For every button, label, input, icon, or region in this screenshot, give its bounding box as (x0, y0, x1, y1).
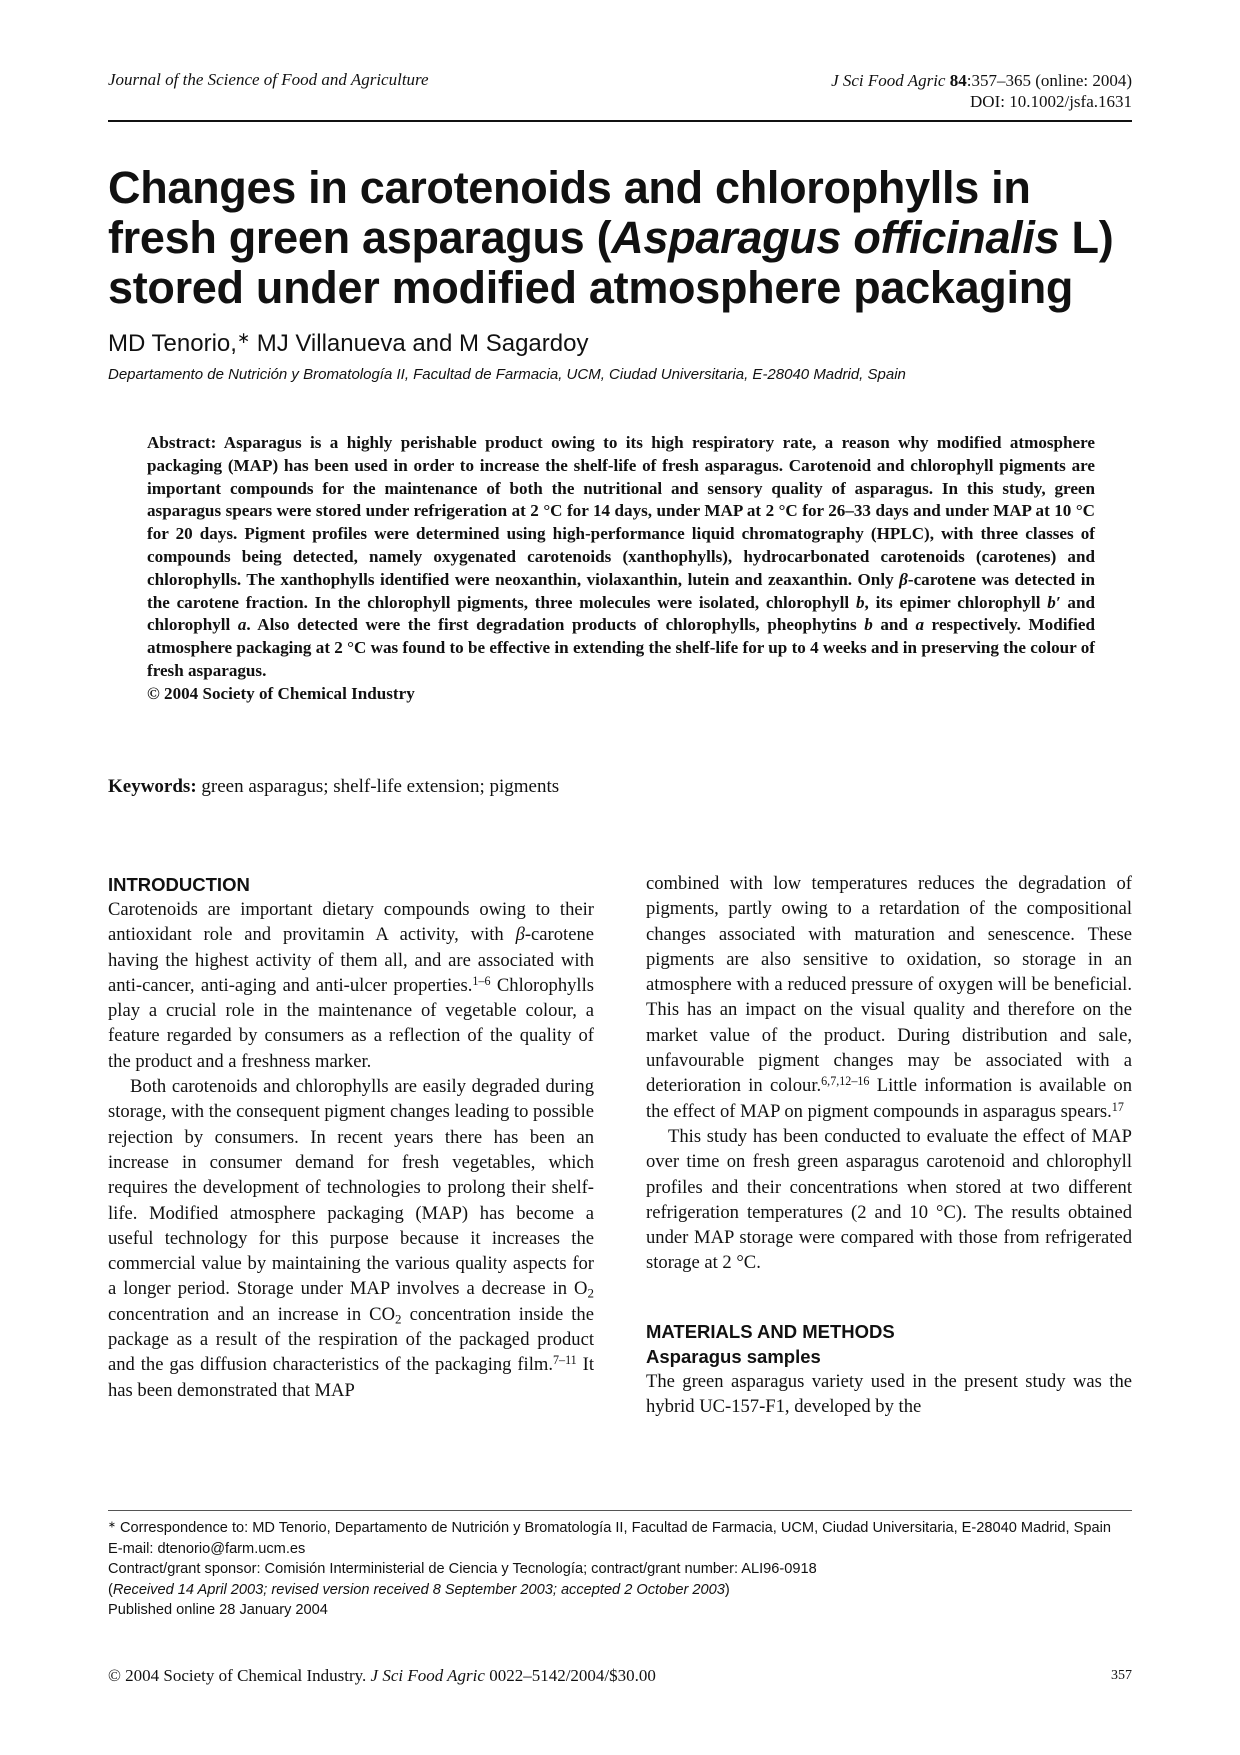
title-species: Asparagus officinalis (611, 212, 1060, 263)
text-run: concentration inside the package as a result of the respiration of the packaged product and the gas diffusion characteristics of the packaging film. (108, 1303, 594, 1376)
abstract-italic: b′ (1047, 592, 1061, 612)
abstract-part: Asparagus is a highly perishable product owing to its high respiratory rate, a reason why modified atmosphere packaging (MAP) has been used in order to increase the shelf-life of fresh asparagus. Carotenoid and chlorophyll pigments are important compounds for the maintenance of both the nutritional and sensory quality of asparagus. In this study, green asparagus spears were stored under refrigeration at 2 °C for 14 days, under MAP at 2 °C for 26–33 days and under MAP at 10 °C for 20 days. Pigment profiles were determined using high-performance liquid chromatography (HPLC), with three classes of compounds being detected, namely oxygenated carotenoids (xanthophylls), hydrocarbonated carotenoids (carotenes) and chlorophylls. The xanthophylls identified were neoxanthin, violaxanthin, lutein and zeaxanthin. Only (147, 433, 1095, 589)
intro-paragraph-3 (646, 871, 1132, 1124)
title-line-2 (108, 213, 1148, 263)
citation-ref[interactable]: 7–11 (553, 1353, 577, 1368)
footnote-published: Published online 28 January 2004 (108, 1602, 328, 1618)
title-line-1: Changes in carotenoids and chlorophylls in (108, 162, 1031, 213)
subscript: 2 (395, 1311, 402, 1326)
methods-paragraph-1: The green asparagus variety used in the present study was the hybrid UC-157-F1, developed by the (646, 1370, 1132, 1418)
footnote-sponsor: Contract/grant sponsor: Comisión Interministerial de Ciencia y Tecnología; contract/grant number: ALI96-0918 (108, 1561, 817, 1577)
text-run: It has been demonstrated that MAP (108, 1354, 595, 1401)
footer-copyright: © 2004 Society of Chemical Industry. (108, 1666, 371, 1685)
abstract-label: Abstract: (147, 433, 224, 452)
corresponding-mark: ∗ (108, 1519, 116, 1531)
abstract-italic: a (915, 615, 924, 635)
column-left (108, 872, 594, 1403)
title-line-2-pre: fresh green asparagus ( (108, 212, 612, 263)
abstract-italic: b (855, 592, 865, 612)
abstract-part: . Also detected were the first degradation products of chlorophylls, pheophytins (246, 615, 865, 635)
section-heading-methods: MATERIALS AND METHODS (646, 1320, 895, 1342)
text-run: Carotenoids are important dietary compounds owing to their antioxidant role and provitamin A activity, with (108, 899, 594, 946)
footer-journal: J Sci Food Agric (370, 1666, 485, 1685)
authors (108, 330, 588, 358)
citation-volume: 84 (949, 71, 967, 90)
doi[interactable]: DOI: 10.1002/jsfa.1631 (970, 92, 1132, 111)
text-run: Little information is available on the effect of MAP on pigment compounds in asparagus spears. (646, 1075, 1132, 1122)
subsection-heading-samples: Asparagus samples (646, 1345, 821, 1367)
keywords (108, 776, 559, 798)
title-line-2-post: L) (1059, 212, 1114, 263)
footnote-correspondence (108, 1518, 1132, 1539)
citation-ref[interactable]: 17 (1111, 1099, 1124, 1114)
intro-paragraph-4: This study has been conducted to evaluate the effect of MAP over time on fresh green asparagus carotenoid and chlorophyll profiles and their concentrations when stored at two different refrigeration temperatures (2 and 10 °C). The results obtained under MAP storage were compared with those from refrigerated storage at 2 °C. (646, 1125, 1132, 1274)
text-run: Both carotenoids and chlorophylls are easily degraded during storage, with the consequent pigment changes leading to possible rejection by consumers. In recent years there has been an increase in consumer demand for fresh vegetables, which requires the development of technologies to prolong their shelf-life. Modified atmosphere packaging (MAP) has become a useful technology for this purpose because it increases the commercial value by maintaining the various quality aspects for a longer period. Storage under MAP involves a decrease in O (108, 1076, 594, 1300)
abstract-beta: β (899, 569, 908, 589)
paren: ( (108, 1581, 113, 1598)
header-rule (108, 120, 1132, 122)
footnotes (108, 1518, 1132, 1621)
correspondence-text: Correspondence to: MD Tenorio, Departamento de Nutrición y Bromatología II, Facultad de Farmacia, UCM, Ciudad Universitaria, E-28040 Madrid, Spain (115, 1520, 1111, 1536)
footnote-rule (108, 1510, 1132, 1511)
abstract-part: and chlorophyll (147, 592, 1095, 635)
text-run: concentration and an increase in CO (108, 1303, 396, 1325)
footnote-email[interactable]: E-mail: dtenorio@farm.ucm.es (108, 1540, 306, 1557)
abstract-part: -carotene was detected in the carotene fraction. In the chlorophyll pigments, three molecules were isolated, chlorophyll (147, 569, 1096, 612)
keywords-text: green asparagus; shelf-life extension; pigments (196, 776, 560, 797)
running-header-citation (831, 70, 1132, 112)
abstract-italic: a (237, 615, 247, 635)
title-line-3: stored under modified atmosphere packaging (108, 262, 1074, 313)
text-run: combined with low temperatures reduces the degradation of pigments, partly owing to a retardation of the compositional changes associated with maturation and senescence. These pigments are also sensitive to oxidation, so storage in an atmosphere with a reduced pressure of oxygen will be beneficial. This has an impact on the visual quality and therefore on the market value of the product. During distribution and sale, unfavourable pigment changes may be associated with a deterioration in colour. (646, 873, 1132, 1097)
intro-paragraph-2 (108, 1074, 594, 1403)
page-footer (108, 1666, 656, 1686)
text-run: Chlorophylls play a crucial role in the maintenance of vegetable colour, a feature regarded by consumers as a reflection of the quality of the product and a freshness marker. (108, 974, 595, 1072)
section-gap (646, 1276, 1132, 1319)
article-title (108, 163, 1148, 313)
citation-ref[interactable]: 6,7,12–16 (821, 1074, 870, 1089)
author-first: MD Tenorio, (108, 330, 237, 357)
abstract-copyright: © 2004 Society of Chemical Industry (147, 683, 415, 703)
abstract-italic: b (864, 615, 873, 635)
beta-symbol: β (515, 924, 525, 946)
citation-journal: J Sci Food Agric (831, 71, 946, 90)
footnote-received (108, 1580, 1132, 1601)
intro-paragraph-1 (108, 897, 594, 1074)
page-number: 357 (1111, 1668, 1132, 1683)
subscript: 2 (587, 1285, 594, 1301)
abstract-part: respectively. Modified atmosphere packaging at 2 °C was found to be effective in extending the shelf-life for up to 4 weeks and in preserving the colour of fresh asparagus. (147, 615, 1095, 680)
text-run: -carotene having the highest activity of them all, and are associated with anti-cancer, anti-aging and anti-ulcer properties. (108, 924, 594, 996)
footer-issn: 0022–5142/2004/$30.00 (484, 1666, 656, 1685)
received-dates: Received 14 April 2003; revised version received 8 September 2003; accepted 2 October 2003 (112, 1581, 725, 1598)
paren: ) (724, 1581, 730, 1598)
abstract (147, 432, 1095, 706)
corresponding-mark: ∗ (236, 330, 251, 348)
abstract-text (147, 432, 1095, 683)
abstract-part: , its epimer chlorophyll (864, 592, 1048, 612)
column-right (646, 871, 1132, 1419)
citation-ref[interactable]: 1–6 (472, 973, 491, 988)
citation-pages: :357–365 (online: 2004) (966, 71, 1132, 90)
keywords-label: Keywords: (108, 776, 197, 797)
authors-rest: MJ Villanueva and M Sagardoy (250, 330, 589, 357)
abstract-part: and (872, 615, 916, 635)
affiliation: Departamento de Nutrición y Bromatología II, Facultad de Farmacia, UCM, Ciudad Universitaria, E-28040 Madrid, Spain (108, 366, 906, 383)
running-header-journal: Journal of the Science of Food and Agriculture (108, 70, 429, 89)
section-heading-introduction: INTRODUCTION (108, 874, 250, 895)
